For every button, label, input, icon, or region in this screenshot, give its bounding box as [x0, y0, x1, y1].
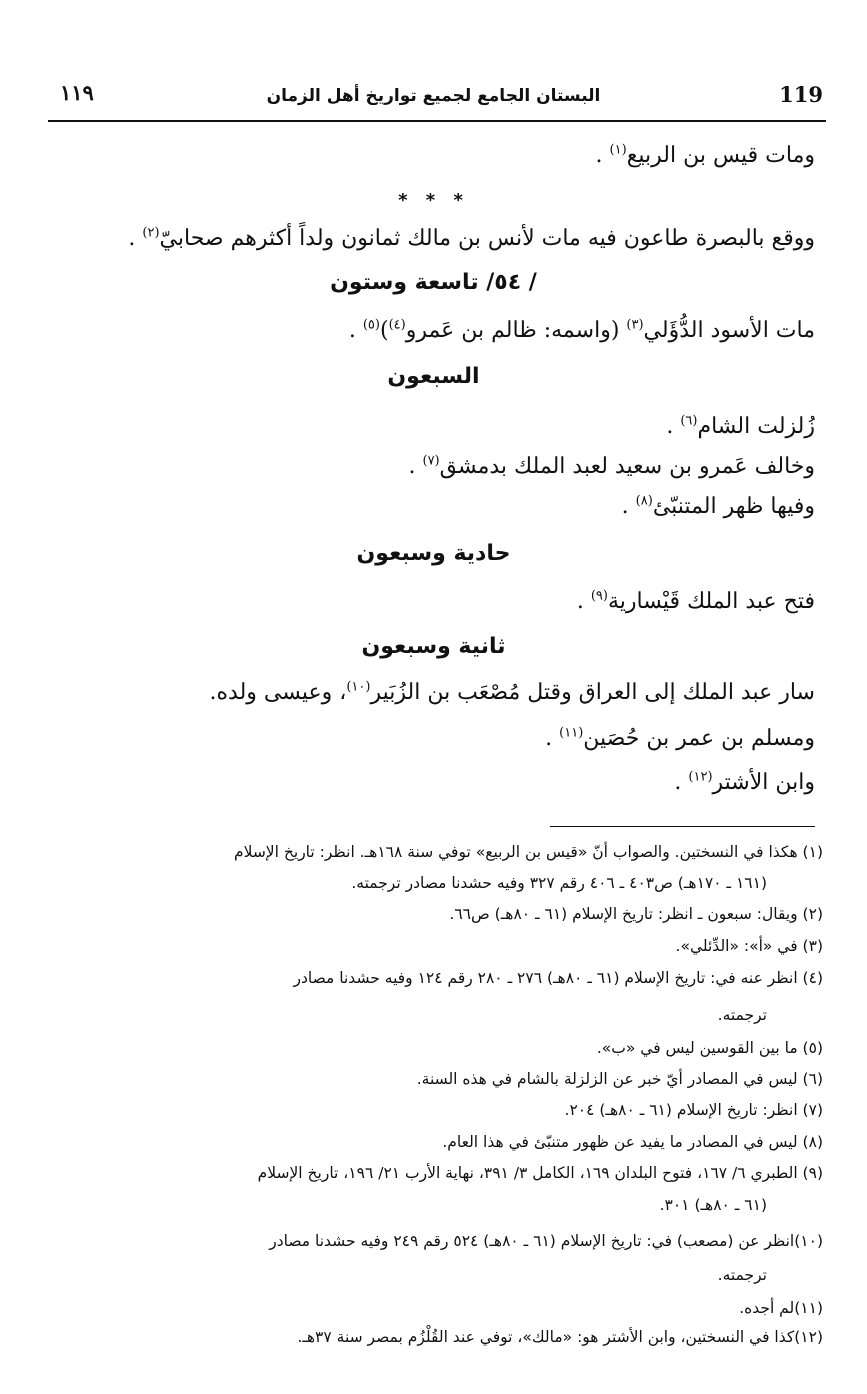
footnote-ref-6[interactable]: (٦)	[680, 413, 698, 429]
footnote-ref-1[interactable]: (١)	[609, 142, 627, 158]
header-rule	[48, 120, 826, 122]
footnote-ref-10[interactable]: (١٠)	[346, 679, 371, 695]
footnote-ref-12[interactable]: (١٢)	[688, 769, 713, 785]
footnote-10-cont: ترجمته.	[717, 1266, 767, 1284]
body-line-5: وخالف عَمرو بن سعيد لعبد الملك بدمشق$^{(٧)}$ .	[408, 453, 815, 479]
footnote-11: (١١)لم أجده.	[739, 1299, 823, 1317]
footnote-7: (٧) انظر: تاريخ الإسلام (٦١ ـ ٨٠هـ) ٢٠٤.	[564, 1101, 823, 1119]
footnote-ref-5[interactable]: (٥)	[362, 317, 380, 333]
footnote-ref-9[interactable]: (٩)	[590, 588, 608, 604]
page-number-latin: 119	[779, 82, 823, 107]
footnote-1: (١) هكذا في النسختين. والصواب أنّ «قيس بن الربيع» توفي سنة ١٦٨هـ. انظر: تاريخ الإسلام	[233, 843, 823, 861]
year-heading-72: ثانية وسبعون	[361, 634, 506, 659]
body-line-6: وفيها ظهر المتنبّئ$^{(٨)}$ .	[621, 493, 815, 519]
section-separator: * * *	[398, 190, 469, 211]
footnote-10: (١٠)انظر عن (مصعب) في: تاريخ الإسلام (٦١ ـ ٨٠هـ) ٥٢٤ رقم ٢٤٩ وفيه حشدنا مصادر	[269, 1232, 823, 1250]
year-heading-71: حادية وسبعون	[356, 541, 511, 566]
footnote-5: (٥) ما بين القوسين ليس في «ب».	[596, 1039, 823, 1057]
footnote-8: (٨) ليس في المصادر ما يفيد عن ظهور متنبّئ في هذا العام.	[442, 1133, 823, 1151]
footnote-9: (٩) الطبري ٦/ ١٦٧، فتوح البلدان ١٦٩، الكامل ٣/ ٣٩١، نهاية الأرب ٢١/ ١٩٦، تاريخ الإسلام	[257, 1164, 823, 1182]
footnote-9-cont: (٦١ ـ ٨٠هـ) ٣٠١.	[659, 1196, 767, 1214]
year-heading-70: السبعون	[387, 364, 480, 389]
footnote-3: (٣) في «أ»: «الدِّئلي».	[675, 937, 823, 955]
body-line-1: ومات قيس بن الربيع$^{(١)}$ .	[595, 142, 815, 168]
body-line-3: مات الأسود الدُّؤَلي$^{(٣)}$ (واسمه: ظالم بن عَمرو$^{(٤)}$)$^{(٥)}$ .	[348, 317, 815, 343]
footnote-4: (٤) انظر عنه في: تاريخ الإسلام (٦١ ـ ٨٠هـ) ٢٧٦ ـ ٢٨٠ رقم ١٢٤ وفيه حشدنا مصادر	[293, 969, 823, 987]
running-title: البستان الجامع لجميع تواريخ أهل الزمان	[266, 86, 601, 106]
body-line-9: ومسلم بن عمر بن حُصَين$^{(١١)}$ .	[545, 725, 815, 751]
year-heading-69: / ٥٤/ تاسعة وستون	[330, 270, 537, 295]
footnote-ref-2[interactable]: (٢)	[142, 225, 160, 241]
body-line-2: ووقع بالبصرة طاعون فيه مات لأنس بن مالك ثمانون ولداً أكثرهم صحابيّ$^{(٢)}$ .	[128, 225, 815, 251]
body-line-10: وابن الأشتر$^{(١٢)}$ .	[674, 769, 815, 795]
footnote-ref-3[interactable]: (٣)	[626, 317, 644, 333]
footnote-ref-4[interactable]: (٤)	[388, 317, 406, 333]
footnote-ref-8[interactable]: (٨)	[635, 493, 653, 509]
footnote-separator	[550, 826, 815, 827]
footnote-ref-11[interactable]: (١١)	[559, 725, 584, 741]
footnote-6: (٦) ليس في المصادر أيّ خبر عن الزلزلة بالشام في هذه السنة.	[416, 1070, 823, 1088]
footnote-1-cont: (١٦١ ـ ١٧٠هـ) ص٤٠٣ ـ ٤٠٦ رقم ٣٢٧ وفيه حشدنا مصادر ترجمته.	[351, 874, 767, 892]
page-number-arabic: ١١٩	[60, 80, 94, 105]
footnote-2: (٢) ويقال: سبعون ـ انظر: تاريخ الإسلام (٦١ ـ ٨٠هـ) ص٦٦.	[449, 905, 823, 923]
body-line-7: فتح عبد الملك قَيْسارية$^{(٩)}$ .	[576, 588, 815, 614]
footnote-4-cont: ترجمته.	[717, 1006, 767, 1024]
footnote-12: (١٢)كذا في النسختين، وابن الأشتر هو: «مالك»، توفي عند القُلْزُم بمصر سنة ٣٧هـ.	[297, 1328, 823, 1346]
body-line-8: سار عبد الملك إلى العراق وقتل مُصْعَب بن الزُبَير$^{(١٠)}$، وعيسى ولده.	[209, 679, 815, 705]
body-line-4: زُلزلت الشام$^{(٦)}$ .	[666, 413, 815, 439]
footnote-ref-7[interactable]: (٧)	[422, 453, 440, 469]
